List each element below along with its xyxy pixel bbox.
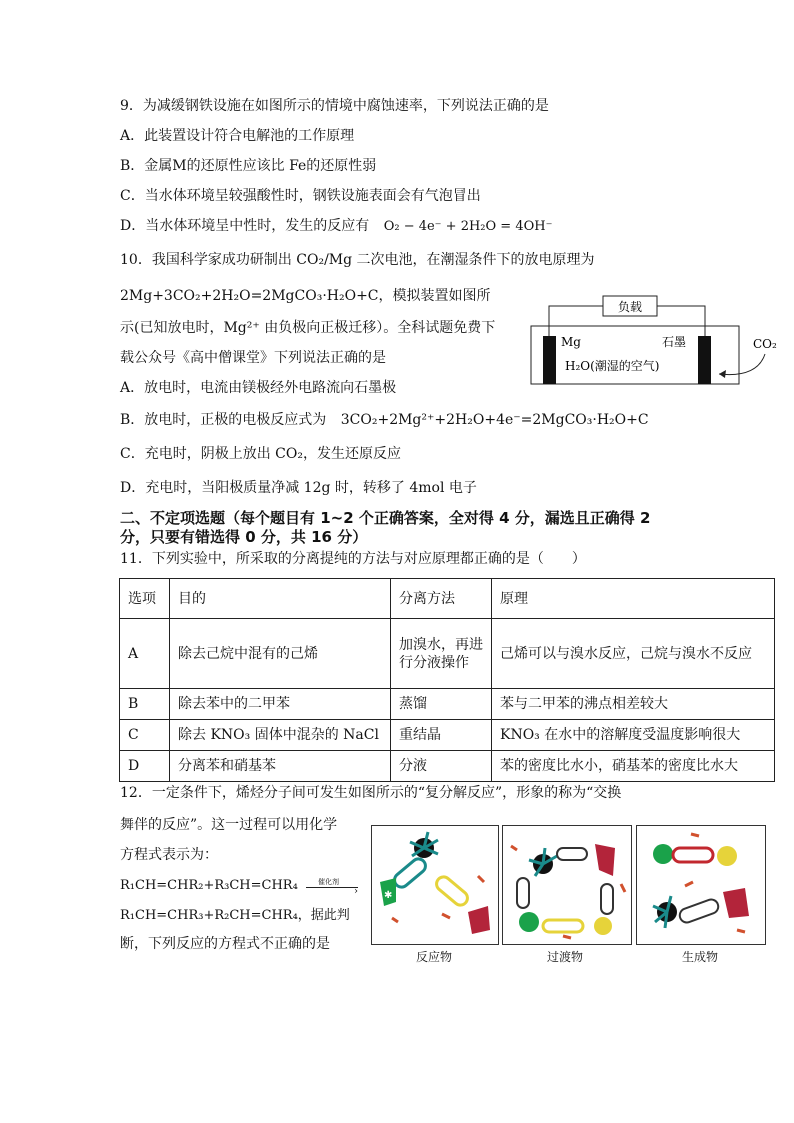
bond-lower bbox=[678, 898, 720, 925]
table-cell: 蒸馏 bbox=[391, 689, 492, 720]
bond-right bbox=[601, 884, 613, 914]
table-row bbox=[120, 619, 775, 689]
transition-figure bbox=[502, 825, 632, 945]
table-cell: 分离苯和硝基苯 bbox=[170, 751, 391, 782]
caption-reactant: 反应物 bbox=[416, 950, 453, 964]
table-cell: 分液 bbox=[391, 751, 492, 782]
q9-option-d-equation: O₂ − 4e⁻ + 2H₂O = 4OH⁻ bbox=[383, 219, 553, 234]
bond-left bbox=[517, 878, 529, 908]
q10-option-b-equation: 3CO₂+2Mg²⁺+2H₂O+4e⁻=2MgCO₃·H₂O+C bbox=[340, 412, 649, 428]
caption-product: 生成物 bbox=[682, 950, 719, 964]
q9-stem: 9．为减缓钢铁设施在如图所示的情境中腐蚀速率，下列说法正确的是 bbox=[120, 98, 549, 114]
q11-table bbox=[119, 578, 775, 782]
table-cell: C bbox=[120, 720, 170, 751]
graphite-electrode bbox=[698, 336, 711, 384]
table-cell: D bbox=[120, 751, 170, 782]
table-cell: 己烯可以与溴水反应，己烷与溴水不反应 bbox=[492, 619, 775, 689]
mg-electrode bbox=[543, 336, 556, 384]
red-atom bbox=[595, 844, 615, 876]
arrow-shaft bbox=[306, 887, 358, 888]
table-cell: 除去己烷中混有的己烯 bbox=[170, 619, 391, 689]
caption-transition: 过渡物 bbox=[547, 950, 584, 964]
water-label: H₂O(潮湿的空气) bbox=[565, 359, 660, 373]
bond-bottom bbox=[543, 920, 583, 932]
table-cell: KNO₃ 在水中的溶解度受温度影响很大 bbox=[492, 720, 775, 751]
table-cell: A bbox=[120, 619, 170, 689]
table-cell: 苯与二甲苯的沸点相差较大 bbox=[492, 689, 775, 720]
q12-stem: 12．一定条件下，烯烃分子间可发生如图所示的“复分解反应”，形象的称为“交换 bbox=[120, 785, 622, 801]
table-header-cell: 分离方法 bbox=[391, 579, 492, 619]
bond-top bbox=[557, 848, 587, 860]
q10-stem: 10．我国科学家成功研制出 CO₂/Mg 二次电池，在潮湿条件下的放电原理为 bbox=[120, 252, 595, 268]
table-cell: 重结晶 bbox=[391, 720, 492, 751]
bond-upper bbox=[673, 848, 713, 862]
section2-title-line1: 二、不定项选题（每个题目有 1~2 个正确答案，全对得 4 分，漏选且正确得 2 bbox=[120, 509, 651, 527]
star-icon: ✱ bbox=[384, 890, 393, 901]
green-atom bbox=[519, 912, 539, 932]
load-label: 负载 bbox=[617, 300, 643, 314]
q10-option-c: C．充电时，阴极上放出 CO₂，发生还原反应 bbox=[120, 446, 401, 462]
q9-option-d-text: D．当水体环境呈中性时，发生的反应有 bbox=[120, 218, 370, 234]
mg-label: Mg bbox=[561, 335, 581, 349]
q10-line2: 示(已知放电时，Mg²⁺ 由负极向正极迁移）。全科试题免费下 bbox=[120, 320, 496, 336]
red-atom bbox=[723, 888, 749, 918]
q9-option-b: B．金属M的还原性应该比 Fe的还原性弱 bbox=[120, 158, 377, 174]
section2-title-line2: 分，只要有错选得 0 分，共 16 分） bbox=[120, 528, 368, 546]
battery-figure bbox=[525, 290, 794, 390]
table-row bbox=[120, 689, 775, 720]
arrow-head: › bbox=[353, 885, 358, 897]
table-header-cell: 原理 bbox=[492, 579, 775, 619]
table-cell: 苯的密度比水小，硝基苯的密度比水大 bbox=[492, 751, 775, 782]
q10-equation-line: 2Mg+3CO₂+2H₂O=2MgCO₃·H₂O+C，模拟装置如图所 bbox=[120, 288, 491, 304]
q12-equation-1 bbox=[120, 876, 362, 896]
q12-line3: 方程式表示为： bbox=[120, 847, 218, 863]
reactant-figure bbox=[371, 825, 499, 945]
q10-option-d: D．充电时，当阳极质量净减 12g 时，转移了 4mol 电子 bbox=[120, 480, 477, 496]
yellow-atom bbox=[717, 846, 737, 866]
q12-line2: 舞伴的反应”。这一过程可以用化学 bbox=[120, 817, 338, 833]
q9-option-a: A．此装置设计符合电解池的工作原理 bbox=[120, 128, 355, 144]
bond-right bbox=[434, 874, 471, 908]
yellow-atom bbox=[594, 917, 612, 935]
q9-option-d bbox=[120, 216, 552, 237]
table-row bbox=[120, 720, 775, 751]
table-header-cell: 选项 bbox=[120, 579, 170, 619]
catalyst-arrow bbox=[306, 877, 362, 897]
table-row bbox=[120, 751, 775, 782]
co2-label: CO₂ bbox=[753, 337, 777, 351]
q12-equation-2: R₁CH=CHR₃+R₂CH=CHR₄，据此判 bbox=[120, 908, 350, 923]
product-figure bbox=[636, 825, 766, 945]
catalyst-label: 催化剂 bbox=[317, 877, 339, 886]
graphite-label: 石墨 bbox=[662, 335, 687, 349]
q9-option-c: C．当水体环境呈较强酸性时，钢铁设施表面会有气泡冒出 bbox=[120, 188, 481, 204]
bond-left bbox=[392, 856, 429, 890]
q10-option-b bbox=[120, 410, 649, 430]
table-cell: 加溴水，再进行分液操作 bbox=[391, 619, 492, 689]
green-atom bbox=[653, 844, 673, 864]
q10-line3: 载公众号《高中僧课堂》下列说法正确的是 bbox=[120, 350, 386, 366]
table-cell: 除去苯中的二甲苯 bbox=[170, 689, 391, 720]
table-cell: B bbox=[120, 689, 170, 720]
table-header-row bbox=[120, 579, 775, 619]
red-atom bbox=[468, 906, 490, 934]
q12-line6: 断，下列反应的方程式不正确的是 bbox=[120, 936, 330, 952]
table-cell: 除去 KNO₃ 固体中混杂的 NaCl bbox=[170, 720, 391, 751]
q10-option-b-text: B．放电时，正极的电极反应式为 bbox=[120, 412, 327, 428]
q11-stem: 11．下列实验中，所采取的分离提纯的方法与对应原理都正确的是（ ） bbox=[120, 551, 586, 567]
table-header-cell: 目的 bbox=[170, 579, 391, 619]
q10-option-a: A．放电时，电流由镁极经外电路流向石墨极 bbox=[120, 380, 397, 396]
q12-eq1-text: R₁CH=CHR₂+R₃CH=CHR₄ bbox=[120, 878, 298, 893]
